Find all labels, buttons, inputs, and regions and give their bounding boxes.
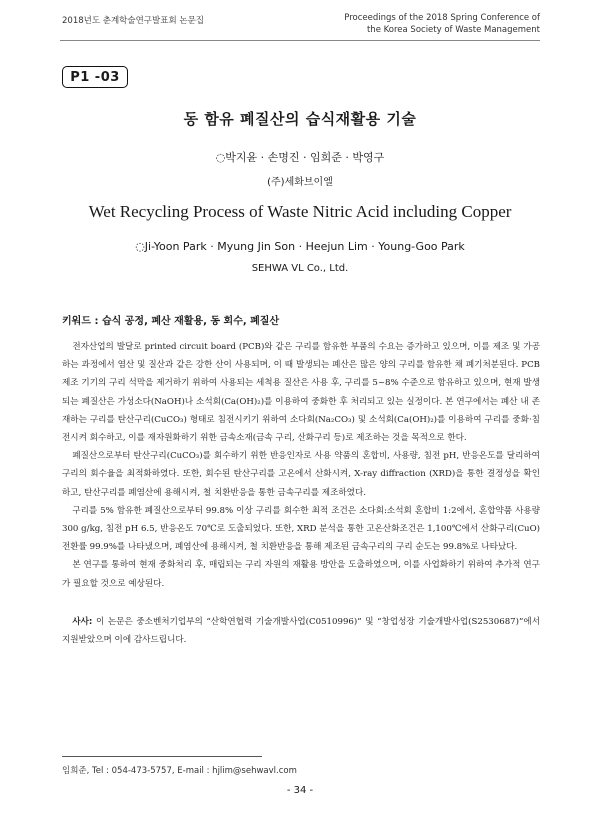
abstract [62, 338, 540, 593]
affiliation-english: SEHWA VL Co., Ltd. [251, 263, 349, 274]
keywords: 키워드 : 습식 공정, 폐산 재활용, 동 회수, 폐질산 [62, 316, 280, 327]
authors-english: ◌Ji-Yoon Park · Myung Jin Son · Heejun Lim · Young-Goo Park [135, 240, 465, 253]
running-header-right [344, 12, 540, 36]
acknowledgement-text: 이 논문은 중소벤처기업부의 “산학연협력 기술개발사업(C0510996)” 및 “창업성장 기술개발사업(S2530687)”에서 지원받았으며 이에 감사드립니다. [62, 617, 540, 645]
footnote-divider [62, 756, 262, 757]
abstract-paragraph-4: 본 연구를 통하여 현재 중화처리 후, 매립되는 구리 자원의 재활용 방안을 도출하였으며, 이를 사업화하기 위하여 추가적 연구가 필요할 것으로 예상된다. [62, 560, 540, 589]
paper-id-badge: P1 -03 [62, 66, 128, 88]
running-header-right-line2: the Korea Society of Waste Management [366, 25, 540, 35]
abstract-paragraph-3: 구리를 5% 함유한 폐질산으로부터 99.8% 이상 구리를 회수한 최적 조건은 소다회:소석회 혼합비 1:2에서, 혼합약품 사용량 300 g/kg, 침전 pH 6.5, 반응온도 70℃로 도출되었다. 또한, XRD 분석을 통한 고온산화조건은 1,100℃에서 산화구리(CuO) 전환률 99.9%를 나타냈으며, 폐염산에 용해시켜, 철 치환반응을 통해 제조된 금속구리의 구리 순도는 99.8%로 나타났다. [62, 505, 540, 553]
acknowledgement [62, 613, 540, 649]
authors-korean: ◌박지윤 · 손명진 · 임희준 · 박영구 [215, 151, 385, 164]
running-header-left: 2018년도 춘계학술연구발표회 논문집 [62, 16, 204, 26]
title-korean: 동 함유 폐질산의 습식재활용 기술 [183, 110, 417, 128]
running-header-right-line1: Proceedings of the 2018 Spring Conference of [344, 13, 540, 23]
header-divider [60, 40, 540, 41]
page-number: - 34 - [286, 785, 314, 796]
abstract-paragraph-1: 전자산업의 발달로 printed circuit board (PCB)와 같은 구리를 함유한 부품의 수요는 증가하고 있으며, 이를 제조 및 가공하는 과정에서 염산 및 질산과 같은 강한 산이 사용되며, 이 때 발생되는 폐산은 많은 양의 구리를 함유한 채 폐기처분된다. PCB 제조 기기의 구리 석막을 제거하기 위하여 사용되는 세척용 질산은 사용 후, 구리를 5~8% 수준으로 함유하고 있으며, 현재 발생되는 폐질산은 가성소다(NaOH)나 소석회(Ca(OH)₂)를 이용하여 중화한 후 처리되고 있는 실정이다. 본 연구에서는 폐산 내 존재하는 구리를 탄산구리(CuCO₃) 형태로 침전시키기 위하여 소다회(Na₂CO₃) 및 소석회(Ca(OH)₂)를 이용하여 구리를 중화·침전시켜 회수하고, 이를 재자원화하기 위한 금속소재(금속 구리, 산화구리 등)로 제조하는 것을 목적으로 한다. [62, 342, 540, 444]
abstract-paragraph-2: 폐질산으로부터 탄산구리(CuCO₃)를 회수하기 위한 반응인자로 사용 약품의 혼합비, 사용량, 침전 pH, 반응온도를 달리하여 구리의 회수율을 최적화하였다. 또한, 회수된 탄산구리를 고온에서 산화시켜, X-ray diffraction (XRD)을 통한 결정성을 확인하고, 탄산구리를 폐염산에 용해시켜, 철 치환반응을 통한 금속구리를 제조하였다. [62, 451, 540, 498]
acknowledgement-label: 사사: [72, 617, 93, 627]
title-english: Wet Recycling Process of Waste Nitric Acid including Copper [88, 202, 512, 221]
affiliation-korean: (주)세화브이엘 [267, 177, 333, 188]
corresponding-author-footnote: 임희준, Tel : 054-473-5757, E-mail : hjlim@sehwavl.com [62, 766, 297, 776]
